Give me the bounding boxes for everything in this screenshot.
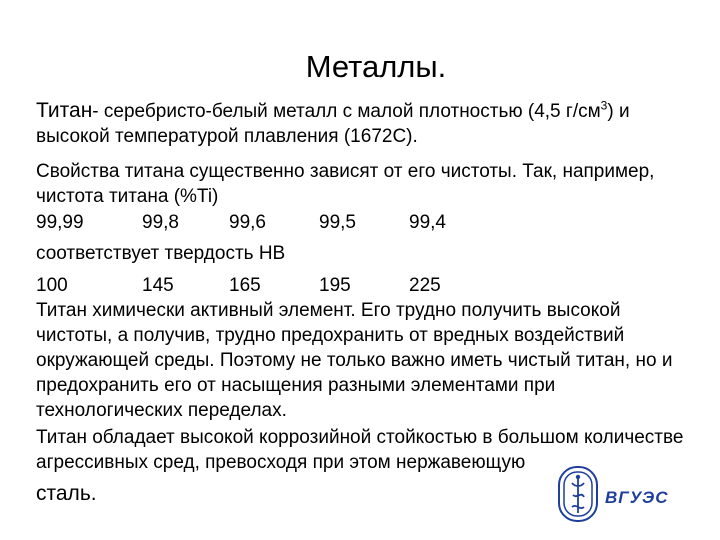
- logo-text: ВГУЭС: [605, 488, 669, 507]
- activity-paragraph: Титан химически активный элемент. Его трудно получить высокой чистоты, а получив, трудно предохранить от вредных воздействий окружающей среды. Поэтому не только важно иметь чистый титан, но и предохранить его от насыщения разными элементами при технологических переделах.: [36, 300, 673, 421]
- intro-term: Титан: [36, 99, 93, 122]
- purity-value: 99,5: [319, 212, 356, 233]
- purity-value: 99,4: [409, 212, 446, 233]
- hardness-value: 100: [36, 275, 68, 296]
- intro-line-2: высокой температурой плавления (1672С).: [36, 126, 418, 147]
- corrosion-text: Титан обладает высокой коррозийной стойкостью в большом количестве агрессивных сред, превосходя при этом нержавеющую: [36, 427, 684, 473]
- slide-title: Металлы.: [305, 49, 447, 84]
- hardness-label: соответствует твердость НВ: [36, 243, 286, 264]
- corrosion-last-word: сталь.: [36, 482, 97, 505]
- hardness-value: 165: [229, 275, 261, 296]
- purity-value: 99,99: [36, 212, 84, 233]
- hardness-value: 145: [142, 275, 174, 296]
- hardness-value: 195: [319, 275, 351, 296]
- intro-text: - серебристо-белый металл с малой плотностью (4,5 г/см: [92, 101, 601, 122]
- intro-paragraph: [36, 98, 696, 149]
- intro-text-end: ) и: [607, 101, 630, 122]
- superscript-3: 3: [600, 98, 608, 113]
- purity-value: 99,8: [142, 212, 179, 233]
- purity-row: [0, 212, 720, 238]
- properties-paragraph: Свойства титана существенно зависят от его чистоты. Так, например, чистота титана (%Ti): [36, 161, 655, 207]
- purity-value: 99,6: [229, 212, 266, 233]
- hardness-value: 225: [409, 275, 441, 296]
